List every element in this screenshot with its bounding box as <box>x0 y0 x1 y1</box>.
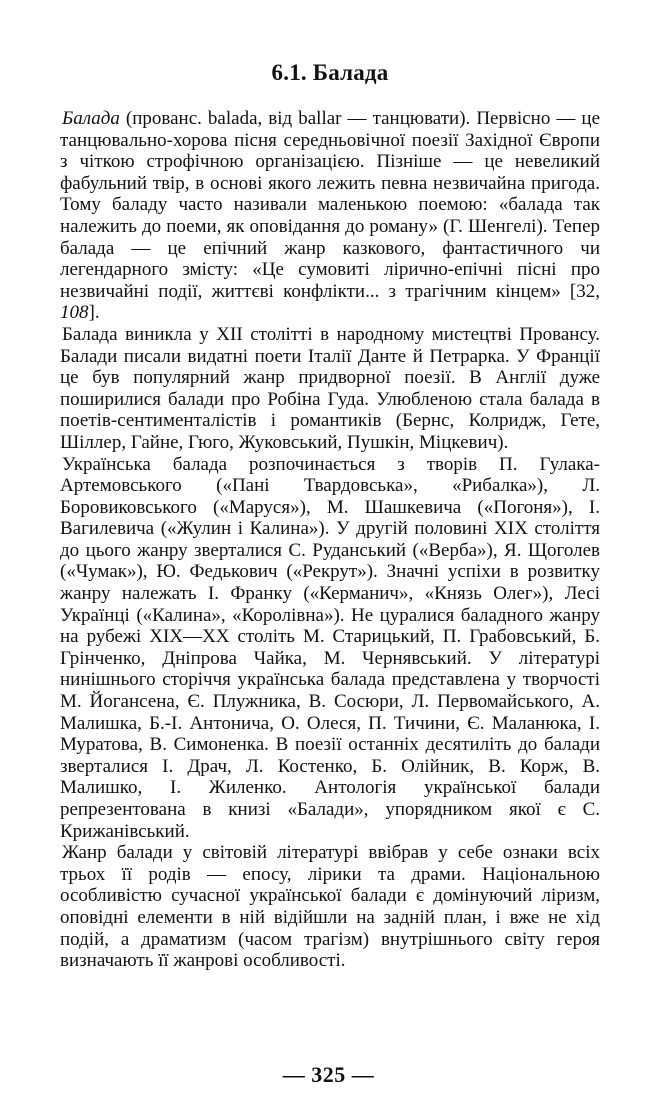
paragraph-genre-features <box>60 842 600 972</box>
reference-close: ]. <box>88 302 100 324</box>
paragraph-text: Українська балада розпочинається з творів П. Гулака-Артемовського («Пані Твардовська», «Рибалка»), Л. Боровиковського («Маруся»), М. Шашкевича («Погоня»), І. Вагилевича («Жулин і Калина»). У другій половині XIX століття до цього жанру зверталися С. Руданський («Верба»), Я. Щоголев («Чумак»), Ю. Федькович («Рекрут»). Значні успіхи в розвитку жанру належать І. Франку («Керманич», «Князь Олег»), Лесі Українці («Калина», «Королівна»). Не цуралися баладного жанру на рубежі XIX—XX століть М. Старицький, П. Грабовський, Б. Грінченко, Дніпрова Чайка, М. Чернявський. У літературі нинішнього сторіччя українська балада представлена у творчості М. Йогансена, Є. Плужника, В. Сосюри, Л. Первомайського, А. Малишка, Б.-І. Антонича, О. Олеся, П. Тичини, Є. Маланюка, І. Муратова, В. Симоненка. В поезії останніх десятиліть до балади зверталися І. Драч, Л. Костенко, Б. Олійник, В. Корж, В. Малишко, І. Жиленко. Антологія української балади репрезентована в книзі «Балади», упорядником якої є С. Крижанівський. <box>60 453 600 842</box>
section-title: 6.1. Балада <box>271 60 389 85</box>
paragraph-text: (прованс. balada, від ballar — танцювати). Первісно — це танцювально-хорова пісня середньовічної поезії Західної Європи з чіткою строфічною організацією. Пізніше — це невеликий фабульний твір, в основі якого лежить певна незвичайна пригода. Тому баладу часто називали маленькою поемою: «балада так належить до поеми, як оповідання до роману» (Г. Шенгелі). Тепер балада — це епічний жанр казкового, фантастичного чи легендарного змісту: «Це сумовиті лірично-епічні пісні про незвичайні події, життєві конфлікти... з трагічним кінцем» [32, <box>60 108 600 302</box>
paragraph-ukrainian-ballad <box>60 454 600 843</box>
page-content <box>60 58 600 972</box>
footer-dash-right: — <box>351 1062 375 1087</box>
page-number-footer <box>0 1061 657 1089</box>
footer-dash-left: — <box>282 1062 306 1087</box>
paragraph-text: Жанр балади у світовій літературі ввібрав у себе ознаки всіх трьох її родів — епосу, лірики та драми. Національною особливістю сучасної української балади є домінуючий ліризм, оповідні елементи в ній відійшли на задній план, і вже не хід подій, а драматизм (часом трагізм) внутрішнього світу героя визначають її жанрові особливості. <box>60 842 600 972</box>
paragraph-text: Балада виникла у XII столітті в народному мистецтві Провансу. Балади писали видатні поети Італії Данте й Петрарка. У Франції це був популярний жанр придворної поезії. В Англії дуже поширилися балади про Робіна Гуда. Улюбленою стала балада в поетів-сентименталістів і романтиків (Бернс, Колридж, Гете, Шіллер, Гайне, Гюго, Жуковський, Пушкін, Міцкевич). <box>60 323 600 453</box>
paragraph-history <box>60 324 600 454</box>
reference-page: 108 <box>60 302 89 324</box>
paragraph-definition <box>60 108 600 324</box>
page-number: 325 <box>311 1062 346 1087</box>
term-italic: Балада <box>62 108 120 129</box>
